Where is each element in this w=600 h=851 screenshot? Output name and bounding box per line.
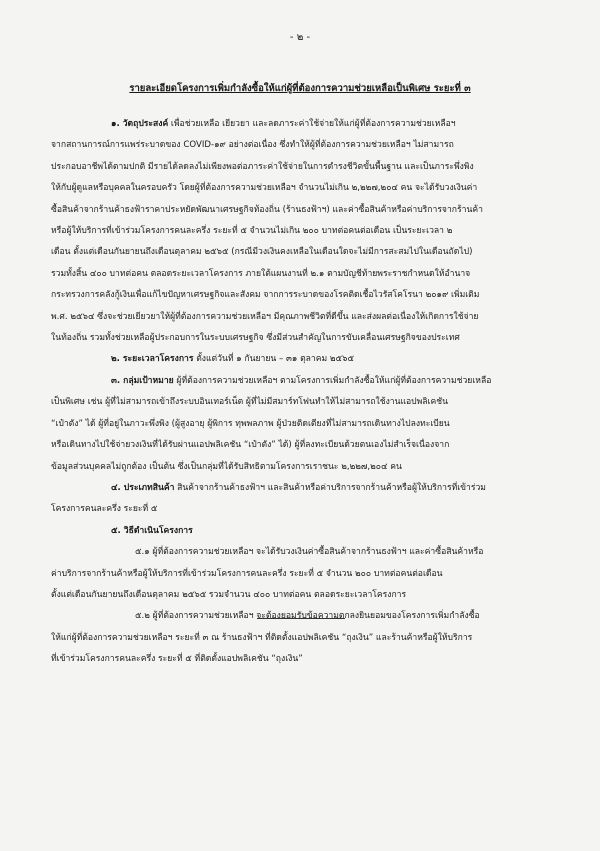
line-text: ข้อมูลส่วนบุคคลไม่ถูกต้อง เป็นต้น ซึ่งเป็นกลุ่มที่ได้รับสิทธิตามโครงการเราชนะ ๒,๒๒๗,๒๐๔ คน xyxy=(51,461,402,472)
section-heading: ๕. วิธีดำเนินโครงการ xyxy=(111,525,193,536)
line-text: ที่เข้าร่วมโครงการคนละครึ่ง ระยะที่ ๕ ที่ติดตั้งแอปพลิเคชัน “ถุงเงิน” xyxy=(51,654,303,665)
line-text: จากสถานการณ์การแพร่ระบาดของ COVID-๑๙ อย่างต่อเนื่อง ซึ่งทำให้ผู้ที่ต้องการความช่วยเหลือฯ ไม่สามารถ xyxy=(51,140,454,151)
line-text: ประกอบอาชีพได้ตามปกติ มีรายได้ลดลงไม่เพียงพอต่อภาระค่าใช้จ่ายในการดำรงชีวิตขั้นพื้นฐาน และเป็นภาระพึ่งพิง xyxy=(51,161,474,172)
line-text: ตั้งแต่วันที่ ๑ กันยายน – ๓๑ ตุลาคม ๒๕๖๕ xyxy=(193,354,355,365)
body-line xyxy=(51,200,566,221)
line-text: ให้กับผู้ดูแลหรือบุคคลในครอบครัว โดยผู้ที่ต้องการความช่วยเหลือฯ จำนวนไม่เกิน ๒,๒๒๗,๒๐๔ คน จะได้รับวงเงินค่า xyxy=(51,183,478,194)
body-line xyxy=(51,392,566,413)
line-text: ผู้ที่ต้องการความช่วยเหลือฯ ตามโครงการเพิ่มกำลังซื้อให้แก่ผู้ที่ต้องการความช่วยเหลือ xyxy=(173,375,492,386)
body-line xyxy=(51,499,566,520)
document-body xyxy=(51,114,566,671)
body-line xyxy=(51,521,566,542)
line-text: พ.ศ. ๒๕๖๔ ซึ่งจะช่วยเยียวยาให้ผู้ที่ต้องการความช่วยเหลือฯ มีคุณภาพชีวิตที่ดีขึ้น และส่งผลต่อเนื่องให้เกิดการใช้จ่าย xyxy=(51,311,479,322)
body-line xyxy=(51,435,566,456)
section-heading: ๒. ระยะเวลาโครงการ xyxy=(111,354,194,365)
body-line xyxy=(51,649,566,670)
line-text: “เป๋าตัง” ได้ ผู้ที่อยู่ในภาวะพึ่งพิง (ผู้สูงอายุ ผู้พิการ ทุพพลภาพ ผู้ป่วยติดเตียงที่ไม่สามารถเดินทางไปลงทะเบียน xyxy=(51,418,450,429)
line-text: เพื่อช่วยเหลือ เยียวยา และลดภาระค่าใช้จ่ายให้แก่ผู้ที่ต้องการความช่วยเหลือฯ xyxy=(168,119,456,129)
section-heading: ๓. กลุ่มเป้าหมาย xyxy=(111,375,174,386)
line-text: รวมทั้งสิ้น ๔๐๐ บาทต่อคน ตลอดระยะเวลาโครงการ ภายใต้แผนงานที่ ๒.๑ ตามบัญชีท้ายพระราชกำหนดให้อำนาจ xyxy=(51,268,471,279)
body-line xyxy=(51,628,566,649)
body-line xyxy=(51,542,566,563)
body-line xyxy=(51,585,566,606)
line-text: สินค้าจากร้านค้าธงฟ้าฯ และสินค้าหรือค่าบริการจากร้านค้าหรือผู้ให้บริการที่เข้าร่วม xyxy=(174,482,486,493)
body-line xyxy=(51,264,566,285)
body-line xyxy=(51,328,566,349)
line-text: หรือเดินทางไปใช้จ่ายวงเงินที่ได้รับผ่านแอปพลิเคชัน “เป๋าตัง” ได้) ผู้ที่ลงทะเบียนด้วยตนเองไม่สำเร็จเนื่องจาก xyxy=(51,440,450,451)
body-line xyxy=(51,285,566,306)
end-divider xyxy=(257,618,345,619)
body-line xyxy=(51,221,566,242)
body-line xyxy=(51,457,566,478)
body-line xyxy=(51,414,566,435)
section-heading: ๔. ประเภทสินค้า xyxy=(111,482,175,493)
line-text: เดือน ตั้งแต่เดือนกันยายนถึงเดือนตุลาคม ๒๕๖๕ (กรณีมีวงเงินคงเหลือในเดือนใดจะไม่มีการสะสมไปในเดือนถัดไป) xyxy=(51,247,473,258)
body-line xyxy=(51,371,566,392)
line-text: ตั้งแต่เดือนกันยายนถึงเดือนตุลาคม ๒๕๖๕ รวมจำนวน ๔๐๐ บาทต่อคน ตลอดระยะเวลาโครงการ xyxy=(51,589,407,600)
line-text: ให้แก่ผู้ที่ต้องการความช่วยเหลือฯ ระยะที่ ๓ ณ ร้านธงฟ้าฯ ที่ติดตั้งแอปพลิเคชัน “ถุงเงิน” และร้านค้าหรือผู้ให้บริการ xyxy=(51,632,473,643)
body-line xyxy=(51,349,566,370)
body-line xyxy=(51,564,566,585)
line-text: หรือผู้ให้บริการที่เข้าร่วมโครงการคนละครึ่ง ระยะที่ ๕ จำนวนไม่เกิน ๒๐๐ บาทต่อคนต่อเดือน เป็นระยะเวลา ๒ xyxy=(51,226,453,237)
section-heading: ๑. วัตถุประสงค์ xyxy=(111,119,169,129)
line-text: ๕.๒ ผู้ที่ต้องการความช่วยเหลือฯ จะต้องยอมรับข้อความตกลงยินยอมของโครงการเพิ่มกำลังซื้อ xyxy=(135,611,480,622)
body-line xyxy=(51,307,566,328)
line-text: กระทรวงการคลังกู้เงินเพื่อแก้ไขปัญหาเศรษฐกิจและสังคม จากการระบาดของโรคติดเชื้อไวรัสโคโรนา ๒๐๑๙ เพิ่มเติม xyxy=(51,290,480,301)
body-line xyxy=(51,242,566,263)
document-title: รายละเอียดโครงการเพิ่มกำลังซื้อให้แก่ผู้ที่ต้องการความช่วยเหลือเป็นพิเศษ ระยะที่ ๓ xyxy=(129,83,471,94)
line-text: ค่าบริการจากร้านค้าหรือผู้ให้บริการที่เข้าร่วมโครงการคนละครึ่ง ระยะที่ ๕ จำนวน ๒๐๐ บาทต่อคนต่อเดือน xyxy=(51,568,443,579)
body-line xyxy=(51,135,566,156)
line-text: ซื้อสินค้าจากร้านค้าธงฟ้าราคาประหยัดพัฒนาเศรษฐกิจท้องถิ่น (ร้านธงฟ้าฯ) และค่าซื้อสินค้าหรือค่าบริการจากร้านค้า xyxy=(51,204,483,215)
line-text: เป็นพิเศษ เช่น ผู้ที่ไม่สามารถเข้าถึงระบบอินเทอร์เน็ต ผู้ที่ไม่มีสมาร์ทโฟนทำให้ไม่สามารถใช้งานแอปพลิเคชัน xyxy=(51,397,448,408)
body-line xyxy=(51,114,566,135)
body-line xyxy=(51,178,566,199)
body-line xyxy=(51,157,566,178)
body-line xyxy=(51,478,566,499)
line-text: โครงการคนละครึ่ง ระยะที่ ๕ xyxy=(51,504,158,515)
line-text: ในท้องถิ่น รวมทั้งช่วยเหลือผู้ประกอบการในระบบเศรษฐกิจ ซึ่งมีส่วนสำคัญในการขับเคลื่อนเศรษฐกิจของประเทศ xyxy=(51,333,460,344)
line-text: ๕.๑ ผู้ที่ต้องการความช่วยเหลือฯ จะได้รับวงเงินค่าซื้อสินค้าจากร้านธงฟ้าฯ และค่าซื้อสินค้าหรือ xyxy=(135,547,484,558)
page-number: - ๒ - xyxy=(289,32,311,43)
